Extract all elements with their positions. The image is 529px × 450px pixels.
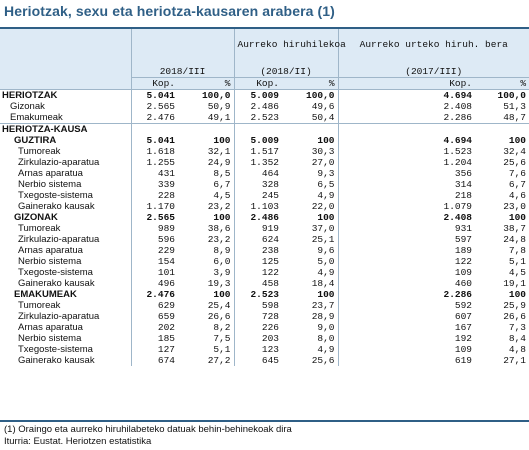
cell-count-2018-ii: 458: [234, 278, 282, 289]
cell-count-2017-iii: 109: [454, 343, 473, 355]
header-corner: [0, 29, 131, 59]
cell-pct-2018-iii: 19,3: [207, 277, 231, 289]
cell-pct-2018-ii: 100: [317, 211, 335, 223]
cell-pct-2017-iii: 6,7: [508, 178, 527, 190]
cell-count-2018-iii: 101: [131, 267, 178, 278]
cell-count-2018-iii: 2.476: [131, 289, 178, 300]
cell-pct-2018-ii: 8,0: [317, 332, 335, 344]
row-label: Emakumeak: [10, 111, 63, 123]
cell-pct-2018-iii: 38,6: [207, 222, 231, 234]
row-label: Txegoste-sistema: [18, 189, 93, 201]
cell-count-2018-ii: 624: [234, 234, 282, 245]
header-pct: %: [475, 77, 529, 89]
cell-count-2018-ii: 464: [234, 168, 282, 179]
cell-count-2017-iii: 2.286: [443, 111, 473, 123]
cell-count-2017-iii: 2.408: [443, 211, 473, 223]
row-label: Gizonak: [10, 100, 45, 112]
cell-count-2018-ii: 122: [234, 267, 282, 278]
cell-pct-2018-ii: 25,1: [311, 233, 335, 245]
header-period-current-top: [131, 29, 234, 59]
cell-pct-2017-iii: 7,8: [508, 244, 527, 256]
cell-count-2018-iii: 5.041: [131, 89, 178, 101]
cell-pct-2018-iii: 3,9: [213, 266, 231, 278]
cell-count-2017-iii: 4.694: [443, 134, 473, 146]
header-pct: %: [178, 77, 234, 89]
header-period-prev-year: (2017/III): [338, 59, 529, 77]
table-row: [0, 267, 529, 278]
cell-count-2018-ii: 2.486: [234, 101, 282, 112]
cell-pct-2018-iii: 50,9: [207, 100, 231, 112]
cell-count-2018-iii: 659: [131, 311, 178, 322]
cell-count-2018-ii: 245: [234, 190, 282, 201]
cell-pct-2018-ii: 27,0: [311, 156, 335, 168]
cell-pct-2017-iii: 4,6: [508, 189, 527, 201]
cell-count-2017-iii: 192: [454, 332, 473, 344]
cell-pct-2018-iii: 25,4: [207, 299, 231, 311]
cell-pct-2018-ii: 5,0: [317, 255, 335, 267]
cell-count-2018-iii: 339: [131, 179, 178, 190]
cell-count-2018-iii: 2.476: [131, 112, 178, 124]
cell-count-2017-iii: 592: [454, 299, 473, 311]
cell-pct-2017-iii: 25,6: [503, 156, 527, 168]
header-pct: %: [282, 77, 338, 89]
cell-pct-2018-ii: [282, 123, 338, 135]
cell-pct-2017-iii: 24,8: [503, 233, 527, 245]
cell-pct-2018-iii: 4,5: [213, 189, 231, 201]
table-row: [0, 112, 529, 124]
cell-count-2018-iii: 1.618: [131, 146, 178, 157]
cell-count-2018-ii: 1.103: [234, 201, 282, 212]
cell-pct-2018-ii: 49,6: [311, 100, 335, 112]
cell-pct-2018-iii: 8,2: [213, 321, 231, 333]
cell-pct-2018-iii: 100: [213, 211, 231, 223]
cell-count-2018-ii: 5.009: [234, 89, 282, 101]
cell-pct-2018-ii: 23,7: [311, 299, 335, 311]
row-label: Gainerako kausak: [18, 277, 95, 289]
header-period-current: 2018/III: [131, 59, 234, 77]
table-row: [0, 289, 529, 300]
cell-pct-2017-iii: 100: [508, 134, 527, 146]
cell-count-2018-ii: 598: [234, 300, 282, 311]
cell-pct-2017-iii: [475, 123, 529, 135]
cell-count-2017-iii: [395, 123, 475, 135]
cell-pct-2018-iii: 6,0: [213, 255, 231, 267]
row-label: Txegoste-sistema: [18, 343, 93, 355]
data-table: [0, 29, 529, 366]
cell-count-2017-iii: 314: [454, 178, 473, 190]
cell-pct-2018-iii: 24,9: [207, 156, 231, 168]
cell-count-2018-iii: 596: [131, 234, 178, 245]
cell-pct-2017-iii: 26,6: [503, 310, 527, 322]
header-prev-quarter-title: Aurreko hiruhilekoa: [234, 29, 338, 59]
cell-count-2017-iii: 1.523: [443, 145, 473, 157]
cell-pct-2018-iii: 100: [213, 134, 231, 146]
cell-count-2018-ii: 1.517: [234, 146, 282, 157]
cell-pct-2018-iii: 32,1: [207, 145, 231, 157]
cell-count-2018-ii: 123: [234, 344, 282, 355]
cell-pct-2018-ii: 18,4: [311, 277, 335, 289]
cell-count-2018-iii: 228: [131, 190, 178, 201]
row-label: Nerbio sistema: [18, 332, 82, 344]
cell-pct-2017-iii: 27,1: [503, 354, 527, 366]
cell-pct-2018-ii: 100,0: [282, 89, 338, 101]
cell-count-2018-ii: 2.523: [234, 289, 282, 300]
cell-pct-2018-iii: 23,2: [207, 200, 231, 212]
cell-count-2018-iii: 1.170: [131, 201, 178, 212]
row-label: GIZONAK: [14, 211, 58, 223]
table-title: Heriotzak, sexu eta heriotza-kausaren arabera (1): [4, 3, 335, 19]
cell-count-2018-ii: 238: [234, 245, 282, 256]
row-label: Zirkulazio-aparatua: [18, 233, 100, 245]
row-label: HERIOTZAK: [0, 89, 131, 101]
cell-count-2018-iii: 1.255: [131, 157, 178, 168]
cell-count-2018-iii: 185: [131, 333, 178, 344]
cell-count-2018-iii: 5.041: [131, 135, 178, 146]
cell-count-2018-ii: 728: [234, 311, 282, 322]
cell-pct-2018-ii: 28,9: [311, 310, 335, 322]
cell-count-2018-ii: 1.352: [234, 157, 282, 168]
cell-count-2018-iii: 229: [131, 245, 178, 256]
table-row: [0, 300, 529, 311]
cell-pct-2018-iii: 8,9: [213, 244, 231, 256]
cell-pct-2018-ii: 30,3: [311, 145, 335, 157]
cell-count-2018-iii: 154: [131, 256, 178, 267]
cell-pct-2018-ii: 37,0: [311, 222, 335, 234]
header-kop: Kop.: [131, 77, 178, 89]
cell-count-2018-ii: 2.486: [234, 212, 282, 223]
cell-pct-2018-iii: 26,6: [207, 310, 231, 322]
cell-pct-2017-iii: 19,1: [503, 277, 527, 289]
cell-pct-2018-ii: 9,0: [317, 321, 335, 333]
cell-pct-2018-ii: 100: [317, 134, 335, 146]
cell-pct-2018-ii: 9,3: [317, 167, 335, 179]
header-prev-year-title: Aurreko urteko hiruh. bera: [338, 29, 529, 59]
cell-count-2017-iii: 218: [454, 189, 473, 201]
cell-pct-2017-iii: 32,4: [503, 145, 527, 157]
cell-pct-2017-iii: 25,9: [503, 299, 527, 311]
table-row: [0, 135, 529, 146]
table-row: [0, 201, 529, 212]
row-label: Zirkulazio-aparatua: [18, 156, 100, 168]
cell-count-2018-ii: 645: [234, 355, 282, 366]
row-label: Gainerako kausak: [18, 200, 95, 212]
cell-pct-2018-ii: 4,9: [317, 343, 335, 355]
row-label: HERIOTZA-KAUSA: [0, 123, 131, 135]
table-row: [0, 355, 529, 366]
cell-pct-2017-iii: 51,3: [503, 100, 527, 112]
cell-pct-2018-ii: 4,9: [317, 266, 335, 278]
cell-pct-2018-iii: 100: [213, 288, 231, 300]
cell-pct-2017-iii: 4,8: [508, 343, 527, 355]
cell-count-2018-iii: 2.565: [131, 101, 178, 112]
header-row-period: [0, 59, 529, 77]
row-label: Gainerako kausak: [18, 354, 95, 366]
cell-pct-2018-iii: 6,7: [213, 178, 231, 190]
header-row-units: [0, 77, 529, 89]
cell-pct-2018-iii: 23,2: [207, 233, 231, 245]
cell-count-2017-iii: 460: [454, 277, 473, 289]
table-row: [0, 157, 529, 168]
cell-count-2018-iii: 431: [131, 168, 178, 179]
header-kop: Kop.: [234, 77, 282, 89]
table-body: [0, 89, 529, 366]
row-label: Tumoreak: [18, 145, 61, 157]
cell-count-2018-ii: 226: [234, 322, 282, 333]
cell-count-2018-iii: 674: [131, 355, 178, 366]
table-row: [0, 333, 529, 344]
cell-count-2017-iii: 189: [454, 244, 473, 256]
cell-count-2017-iii: 619: [454, 354, 473, 366]
row-label: Txegoste-sistema: [18, 266, 93, 278]
cell-count-2018-ii: 919: [234, 223, 282, 234]
cell-pct-2018-iii: 100,0: [178, 89, 234, 101]
cell-count-2018-iii: 2.565: [131, 212, 178, 223]
cell-pct-2017-iii: 23,0: [503, 200, 527, 212]
cell-count-2018-ii: 125: [234, 256, 282, 267]
cell-count-2018-iii: 202: [131, 322, 178, 333]
cell-pct-2018-iii: [178, 123, 234, 135]
cell-count-2017-iii: 2.408: [443, 100, 473, 112]
cell-pct-2018-iii: 7,5: [213, 332, 231, 344]
cell-pct-2018-ii: 22,0: [311, 200, 335, 212]
cell-count-2018-iii: [131, 123, 178, 135]
cell-count-2017-iii: 597: [454, 233, 473, 245]
cell-count-2018-ii: 5.009: [234, 135, 282, 146]
table-row: [0, 146, 529, 157]
row-label: Arnas aparatua: [18, 244, 83, 256]
table-row: [0, 190, 529, 201]
cell-pct-2018-iii: 27,2: [207, 354, 231, 366]
row-label: Nerbio sistema: [18, 255, 82, 267]
table-row: [0, 101, 529, 112]
table-row: [0, 311, 529, 322]
cell-count-2017-iii: 109: [454, 266, 473, 278]
header-period-prev-quarter: (2018/II): [234, 59, 338, 77]
cell-count-2018-iii: 989: [131, 223, 178, 234]
cell-pct-2018-ii: 50,4: [311, 111, 335, 123]
cell-count-2017-iii: 1.079: [443, 200, 473, 212]
row-label: Tumoreak: [18, 222, 61, 234]
cell-count-2017-iii: 122: [454, 255, 473, 267]
table-row: [0, 212, 529, 223]
cell-pct-2017-iii: 8,4: [508, 332, 527, 344]
cell-pct-2017-iii: 7,6: [508, 167, 527, 179]
header-kop: Kop.: [395, 77, 475, 89]
cell-count-2018-ii: [234, 123, 282, 135]
cell-count-2017-iii: 4.694: [395, 89, 475, 101]
cell-pct-2017-iii: 7,3: [508, 321, 527, 333]
header-row-top: [0, 29, 529, 59]
cell-pct-2017-iii: 38,7: [503, 222, 527, 234]
table-row: [0, 179, 529, 190]
row-label: Tumoreak: [18, 299, 61, 311]
row-label: Arnas aparatua: [18, 167, 83, 179]
table-row: [0, 123, 529, 135]
cell-count-2017-iii: 607: [454, 310, 473, 322]
cell-pct-2018-iii: 5,1: [213, 343, 231, 355]
cell-count-2017-iii: 1.204: [443, 156, 473, 168]
cell-pct-2018-ii: 4,9: [317, 189, 335, 201]
cell-pct-2017-iii: 100: [508, 288, 527, 300]
cell-pct-2018-iii: 49,1: [207, 111, 231, 123]
row-label: Nerbio sistema: [18, 178, 82, 190]
cell-pct-2018-ii: 9,6: [317, 244, 335, 256]
table-row: [0, 223, 529, 234]
table-row: [0, 344, 529, 355]
table-row: [0, 234, 529, 245]
cell-count-2017-iii: 167: [454, 321, 473, 333]
cell-count-2018-iii: 127: [131, 344, 178, 355]
cell-pct-2018-ii: 25,6: [311, 354, 335, 366]
cell-count-2017-iii: 931: [454, 222, 473, 234]
cell-count-2017-iii: 2.286: [443, 288, 473, 300]
row-label: Arnas aparatua: [18, 321, 83, 333]
cell-pct-2017-iii: 48,7: [503, 111, 527, 123]
cell-pct-2018-ii: 6,5: [317, 178, 335, 190]
cell-count-2018-ii: 328: [234, 179, 282, 190]
cell-pct-2017-iii: 100,0: [475, 89, 529, 101]
cell-count-2018-ii: 2.523: [234, 112, 282, 124]
cell-pct-2017-iii: 100: [508, 211, 527, 223]
table-row: [0, 322, 529, 333]
footnote: (1) Oraingo eta aurreko hiruhilabeteko datuak behin-behinekoak dira: [4, 424, 292, 435]
cell-count-2017-iii: 356: [454, 167, 473, 179]
table-row: [0, 278, 529, 289]
cell-pct-2017-iii: 5,1: [508, 255, 527, 267]
table-row: [0, 89, 529, 101]
source-note: Iturria: Eustat. Heriotzen estatistika: [4, 436, 152, 447]
table-row: [0, 168, 529, 179]
data-table-container: [0, 27, 529, 422]
cell-count-2018-iii: 629: [131, 300, 178, 311]
table-row: [0, 256, 529, 267]
cell-count-2018-iii: 496: [131, 278, 178, 289]
cell-pct-2017-iii: 4,5: [508, 266, 527, 278]
cell-count-2018-ii: 203: [234, 333, 282, 344]
cell-pct-2018-iii: 8,5: [213, 167, 231, 179]
row-label: Zirkulazio-aparatua: [18, 310, 100, 322]
row-label: EMAKUMEAK: [14, 288, 77, 300]
table-row: [0, 245, 529, 256]
row-label: GUZTIRA: [14, 134, 57, 146]
cell-pct-2018-ii: 100: [317, 288, 335, 300]
